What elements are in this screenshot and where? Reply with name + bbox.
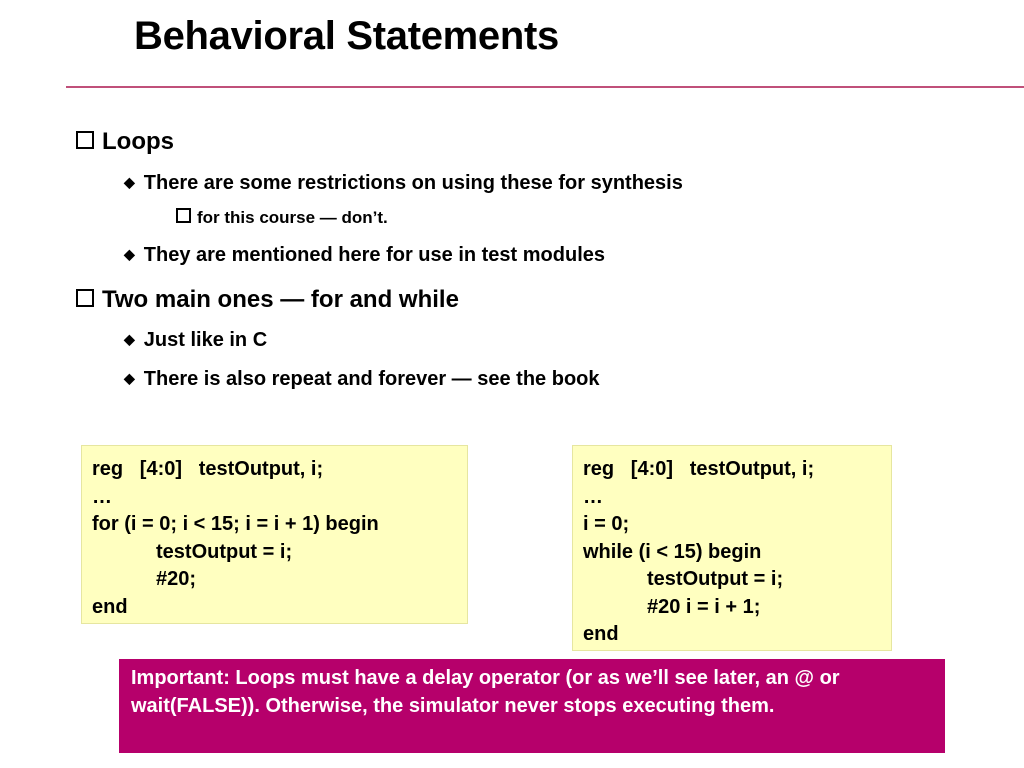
code-box-while-loop bbox=[572, 445, 892, 651]
code-line: … bbox=[583, 485, 603, 508]
bullet-loops bbox=[76, 128, 174, 156]
diamond-bullet-icon: ◆ bbox=[124, 246, 135, 262]
code-line: end bbox=[583, 623, 619, 645]
code-line: for (i = 0; i < 15; i = i + 1) begin bbox=[92, 513, 379, 535]
important-note: Important: Loops must have a delay operator (or as we’ll see later, an @ or wait(FALSE)). Otherwise, the simulator never stops executing them. bbox=[119, 659, 945, 753]
code-line: testOutput = i; bbox=[647, 568, 784, 590]
bullet-text: Just like in C bbox=[143, 329, 268, 351]
code-box-for-loop bbox=[81, 445, 468, 624]
code-line: reg [4:0] testOutput, i; bbox=[583, 458, 815, 480]
bullet-just-like-c bbox=[124, 329, 267, 352]
bullet-text: Two main ones — for and while bbox=[102, 286, 459, 313]
bullet-text: There are some restrictions on using these for synthesis bbox=[143, 172, 683, 194]
code-line: testOutput = i; bbox=[156, 540, 293, 563]
square-bullet-icon bbox=[76, 131, 94, 149]
code-line: … bbox=[92, 485, 112, 508]
square-bullet-icon bbox=[176, 208, 191, 223]
bullet-course bbox=[176, 208, 388, 228]
bullet-repeat-forever bbox=[124, 368, 600, 391]
bullet-text: for this course — don’t. bbox=[197, 208, 388, 227]
code-line: #20 i = i + 1; bbox=[647, 595, 761, 618]
bullet-text: There is also repeat and forever — see the book bbox=[143, 368, 600, 390]
bullet-test-modules bbox=[124, 244, 605, 267]
diamond-bullet-icon: ◆ bbox=[124, 370, 135, 386]
diamond-bullet-icon: ◆ bbox=[124, 174, 135, 190]
code-line: reg [4:0] testOutput, i; bbox=[92, 458, 324, 480]
slide-title: Behavioral Statements bbox=[134, 14, 559, 58]
code-line: #20; bbox=[156, 568, 197, 590]
title-divider bbox=[66, 86, 1024, 88]
code-line: end bbox=[92, 595, 128, 618]
code-line: i = 0; bbox=[583, 513, 630, 535]
bullet-text: They are mentioned here for use in test modules bbox=[143, 244, 606, 266]
code-line: while (i < 15) begin bbox=[583, 540, 762, 563]
diamond-bullet-icon: ◆ bbox=[124, 331, 135, 347]
bullet-text: Loops bbox=[102, 128, 174, 155]
bullet-two-main bbox=[76, 286, 459, 314]
bullet-restrictions bbox=[124, 172, 683, 195]
square-bullet-icon bbox=[76, 289, 94, 307]
